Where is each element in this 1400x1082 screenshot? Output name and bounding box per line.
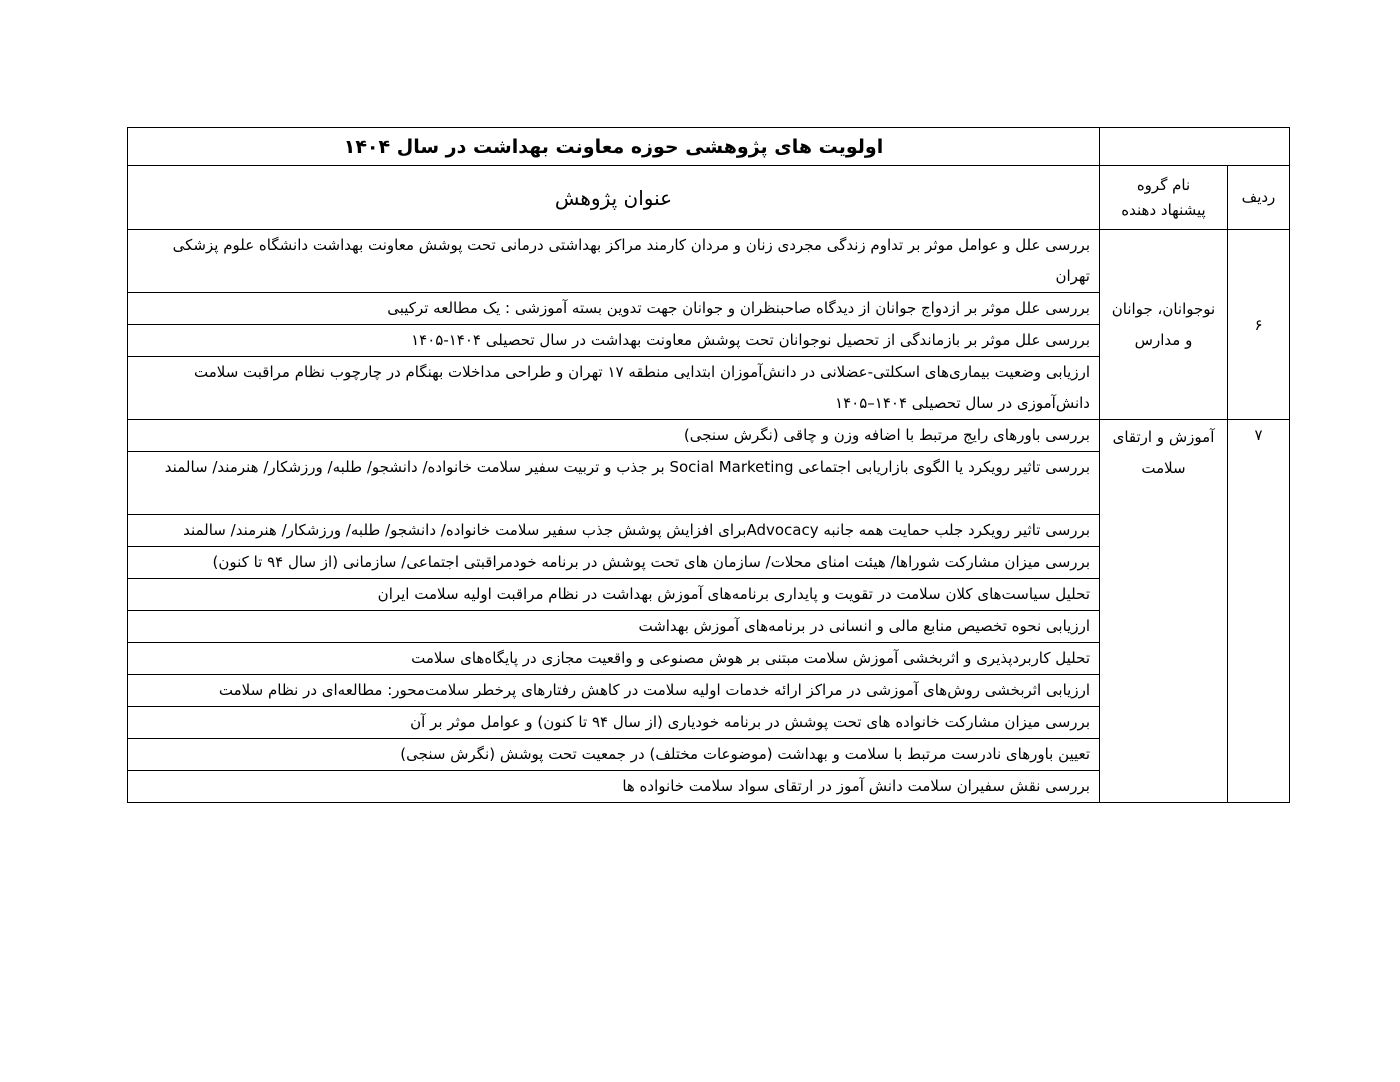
group-cell-health-education [1100,420,1228,803]
header-group [1100,166,1228,230]
table-header-row [128,166,1290,230]
research-topic: ارزیابی اثربخشی روش‌های آموزشی در مراکز ارائه خدمات اولیه سلامت در کاهش رفتارهای پرخطر سلامت‌محور: مطالعه‌ای در نظام سلامت [128,675,1100,707]
table-title-row [128,128,1290,166]
research-topic: ارزیابی وضعیت بیماری‌های اسکلتی-عضلانی در دانش‌آموزان ابتدایی منطقه ۱۷ تهران و طراحی مداخلات بهنگام در چارچوب نظام مراقبت سلامت دانش‌آموزی در سال تحصیلی ۱۴۰۴–۱۴۰۵ [128,357,1100,420]
header-group-line2: پیشنهاد دهنده [1121,200,1206,219]
title-row-empty-cell [1100,128,1290,166]
document-page [127,127,1289,803]
research-topic: بررسی علل و عوامل موثر بر تداوم زندگی مجردی زنان و مردان کارمند مراکز بهداشتی درمانی تحت پوشش معاونت بهداشت دانشگاه علوم پزشکی تهران [128,230,1100,293]
header-research-title: عنوان پژوهش [128,166,1100,230]
research-topic: بررسی علل موثر بر بازماندگی از تحصیل نوجوانان تحت پوشش معاونت بهداشت در سال تحصیلی ۱۴۰۴-۱۴۰۵ [128,325,1100,357]
row-index-7: ۷ [1228,420,1290,803]
row-index-6: ۶ [1228,230,1290,420]
table-title: اولویت های پژوهشی حوزه معاونت بهداشت در سال ۱۴۰۴ [128,128,1100,166]
research-topic: بررسی میزان مشارکت خانواده های تحت پوشش در برنامه خودیاری (از سال ۹۴ تا کنون) و عوامل موثر بر آن [128,707,1100,739]
header-group-line1: نام گروه [1136,175,1191,194]
research-topic: بررسی میزان مشارکت شوراها/ هیئت امنای محلات/ سازمان های تحت پوشش در برنامه خودمراقبتی اجتماعی/ سازمانی (از سال ۹۴ تا کنون) [128,547,1100,579]
research-topic: بررسی تاثیر رویکرد جلب حمایت همه جانبه Advocacyبرای افزایش پوشش جذب سفیر سلامت خانواده/ دانشجو/ طلبه/ ورزشکار/ هنرمند/ سالمند [128,515,1100,547]
research-topic: بررسی علل موثر بر ازدواج جوانان از دیدگاه صاحبنظران و جوانان جهت تدوین بسته آموزشی : یک مطالعه ترکیبی [128,293,1100,325]
group-name-line2: سلامت [1141,459,1186,477]
table-row [128,230,1290,293]
research-topic: تحلیل سیاست‌های کلان سلامت در تقویت و پایداری برنامه‌های آموزش بهداشت در نظام مراقبت اولیه سلامت ایران [128,579,1100,611]
research-topic: بررسی باورهای رایج مرتبط با اضافه وزن و چاقی (نگرش سنجی) [128,420,1100,452]
research-topic: تحلیل کاربردپذیری و اثربخشی آموزش سلامت مبتنی بر هوش مصنوعی و واقعیت مجازی در پایگاه‌های سلامت [128,643,1100,675]
header-index: ردیف [1228,166,1290,230]
research-priorities-table [127,127,1290,803]
research-topic: ارزیابی نحوه تخصیص منابع مالی و انسانی در برنامه‌های آموزش بهداشت [128,611,1100,643]
group-name-line2: و مدارس [1134,330,1193,349]
research-topic: بررسی تاثیر رویکرد یا الگوی بازاریابی اجتماعی Social Marketing بر جذب و تربیت سفیر سلامت خانواده/ دانشجو/ طلبه/ ورزشکار/ هنرمند/ سالمند [128,452,1100,515]
group-cell-youth [1100,230,1228,420]
research-topic: بررسی نقش سفیران سلامت دانش آموز در ارتقای سواد سلامت خانواده ها [128,771,1100,803]
table-row [128,420,1290,452]
research-topic: تعیین باورهای نادرست مرتبط با سلامت و بهداشت (موضوعات مختلف) در جمعیت تحت پوشش (نگرش سنجی) [128,739,1100,771]
group-name-line1: آموزش و ارتقای [1112,428,1215,446]
group-name-line1: نوجوانان، جوانان [1111,299,1216,318]
